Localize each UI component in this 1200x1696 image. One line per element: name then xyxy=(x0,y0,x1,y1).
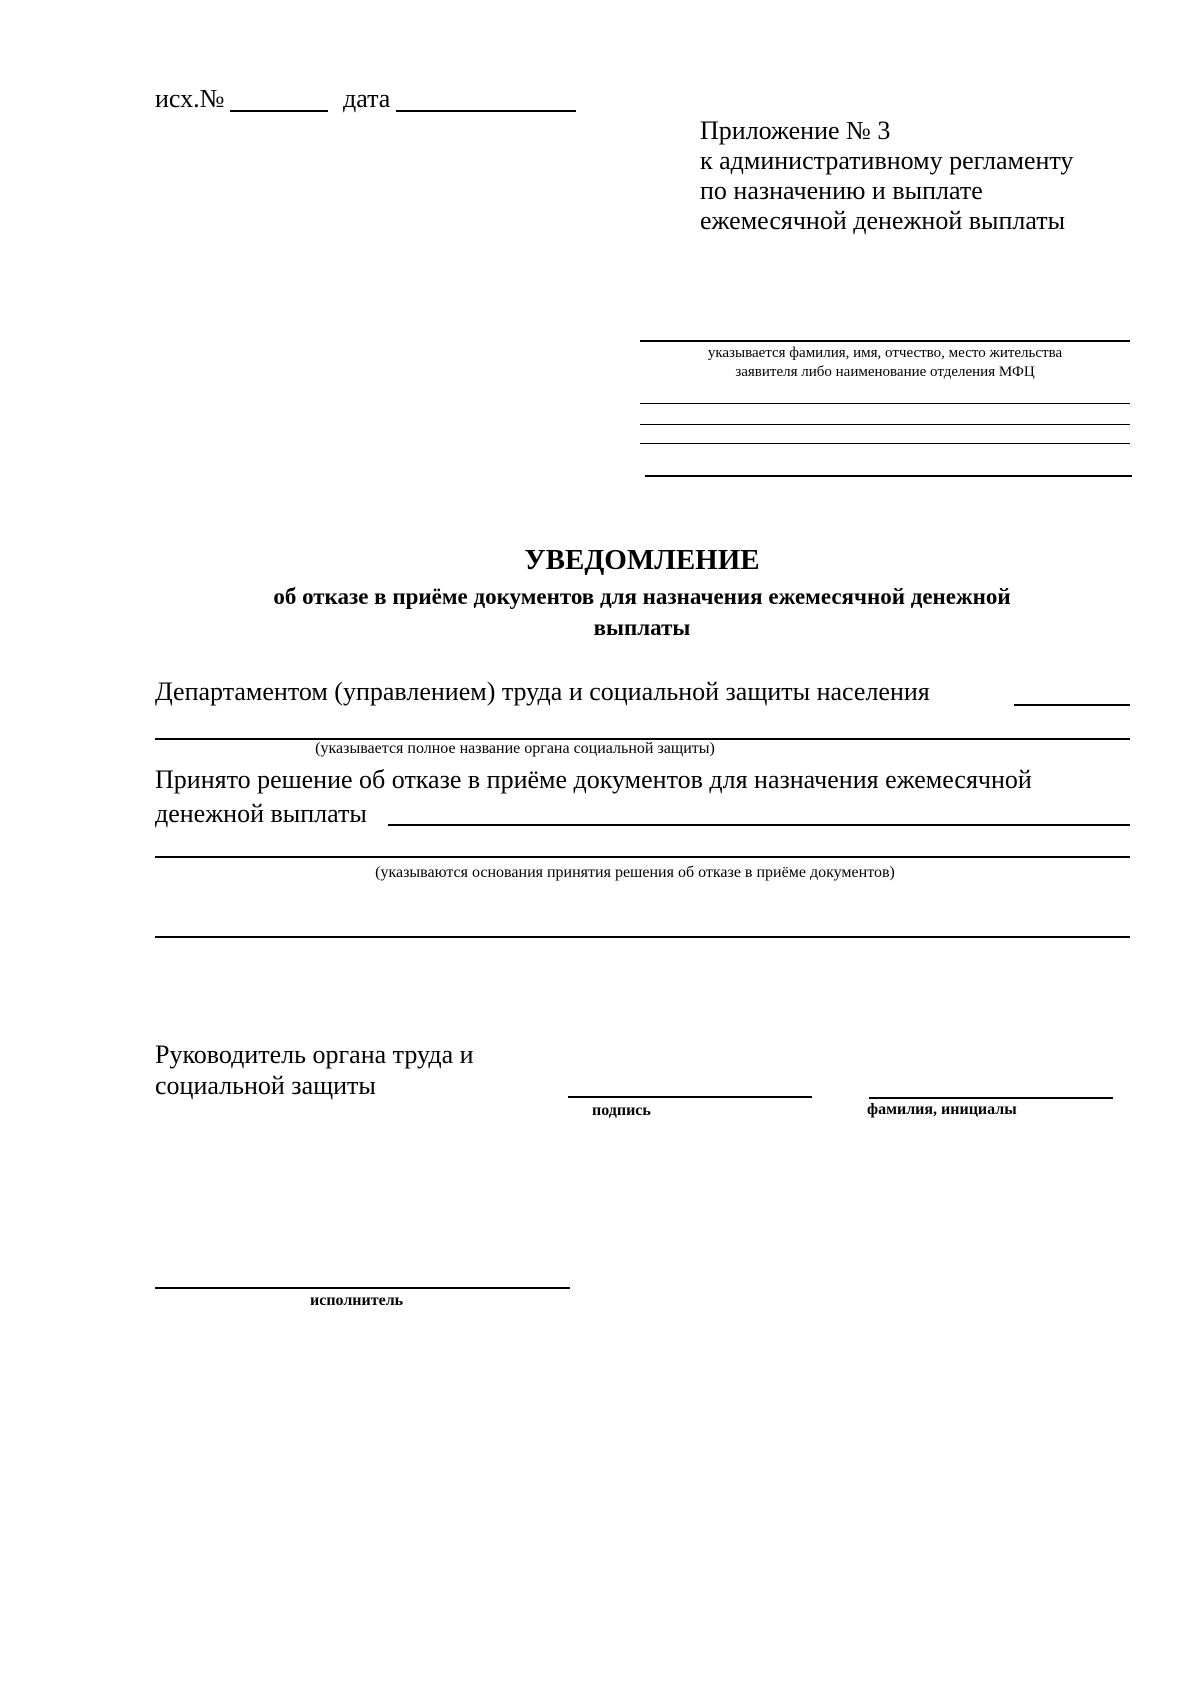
department-field[interactable] xyxy=(1014,704,1130,706)
outgoing-number-label: исх.№ xyxy=(155,84,225,113)
addressee-line[interactable] xyxy=(640,403,1130,404)
head-title-line1: Руководитель органа труда и xyxy=(155,1040,474,1069)
appendix-line: к административному регламенту xyxy=(700,146,1074,175)
reasons-field[interactable] xyxy=(155,856,1130,858)
executor-field[interactable] xyxy=(155,1287,570,1289)
executor-caption: исполнитель xyxy=(310,1292,404,1309)
decision-field[interactable] xyxy=(388,824,1130,826)
date-field[interactable] xyxy=(396,110,576,112)
addressee-line[interactable] xyxy=(640,443,1130,444)
document-subtitle-line2: выплаты xyxy=(593,615,691,640)
appendix-line: Приложение № 3 xyxy=(700,116,891,145)
name-initials-caption: фамилия, инициалы xyxy=(867,1101,1017,1118)
reasons-field-extra[interactable] xyxy=(155,936,1130,938)
addressee-caption-line1: указывается фамилия, имя, отчество, место жительства xyxy=(707,345,1063,361)
addressee-line[interactable] xyxy=(640,424,1130,425)
appendix-block xyxy=(700,116,1073,236)
signature-caption: подпись xyxy=(592,1102,651,1119)
addressee-line[interactable] xyxy=(645,475,1132,477)
reasons-caption: (указываются основания принятия решения об отказе в приёме документов) xyxy=(375,864,895,881)
addressee-caption-line2: заявителя либо наименование отделения МФЦ xyxy=(735,364,1035,380)
signature-field[interactable] xyxy=(568,1096,812,1098)
document-title: УВЕДОМЛЕНИЕ xyxy=(524,544,760,576)
addressee-field[interactable] xyxy=(640,340,1130,342)
outgoing-number-field[interactable] xyxy=(230,110,328,112)
date-label: дата xyxy=(343,84,391,113)
appendix-line: ежемесячной денежной выплаты xyxy=(700,206,1066,235)
document-subtitle-line1: об отказе в приёме документов для назначения ежемесячной денежной xyxy=(273,584,1011,609)
appendix-line: по назначению и выплате xyxy=(700,176,983,205)
department-caption: (указывается полное название органа социальной защиты) xyxy=(315,740,715,757)
decision-line2: денежной выплаты xyxy=(155,799,367,828)
decision-line1: Принято решение об отказе в приёме документов для назначения ежемесячной xyxy=(155,765,1032,794)
head-title-line2: социальной защиты xyxy=(155,1071,376,1100)
department-text: Департаментом (управлением) труда и социальной защиты населения xyxy=(155,677,930,706)
name-initials-field[interactable] xyxy=(869,1097,1113,1099)
